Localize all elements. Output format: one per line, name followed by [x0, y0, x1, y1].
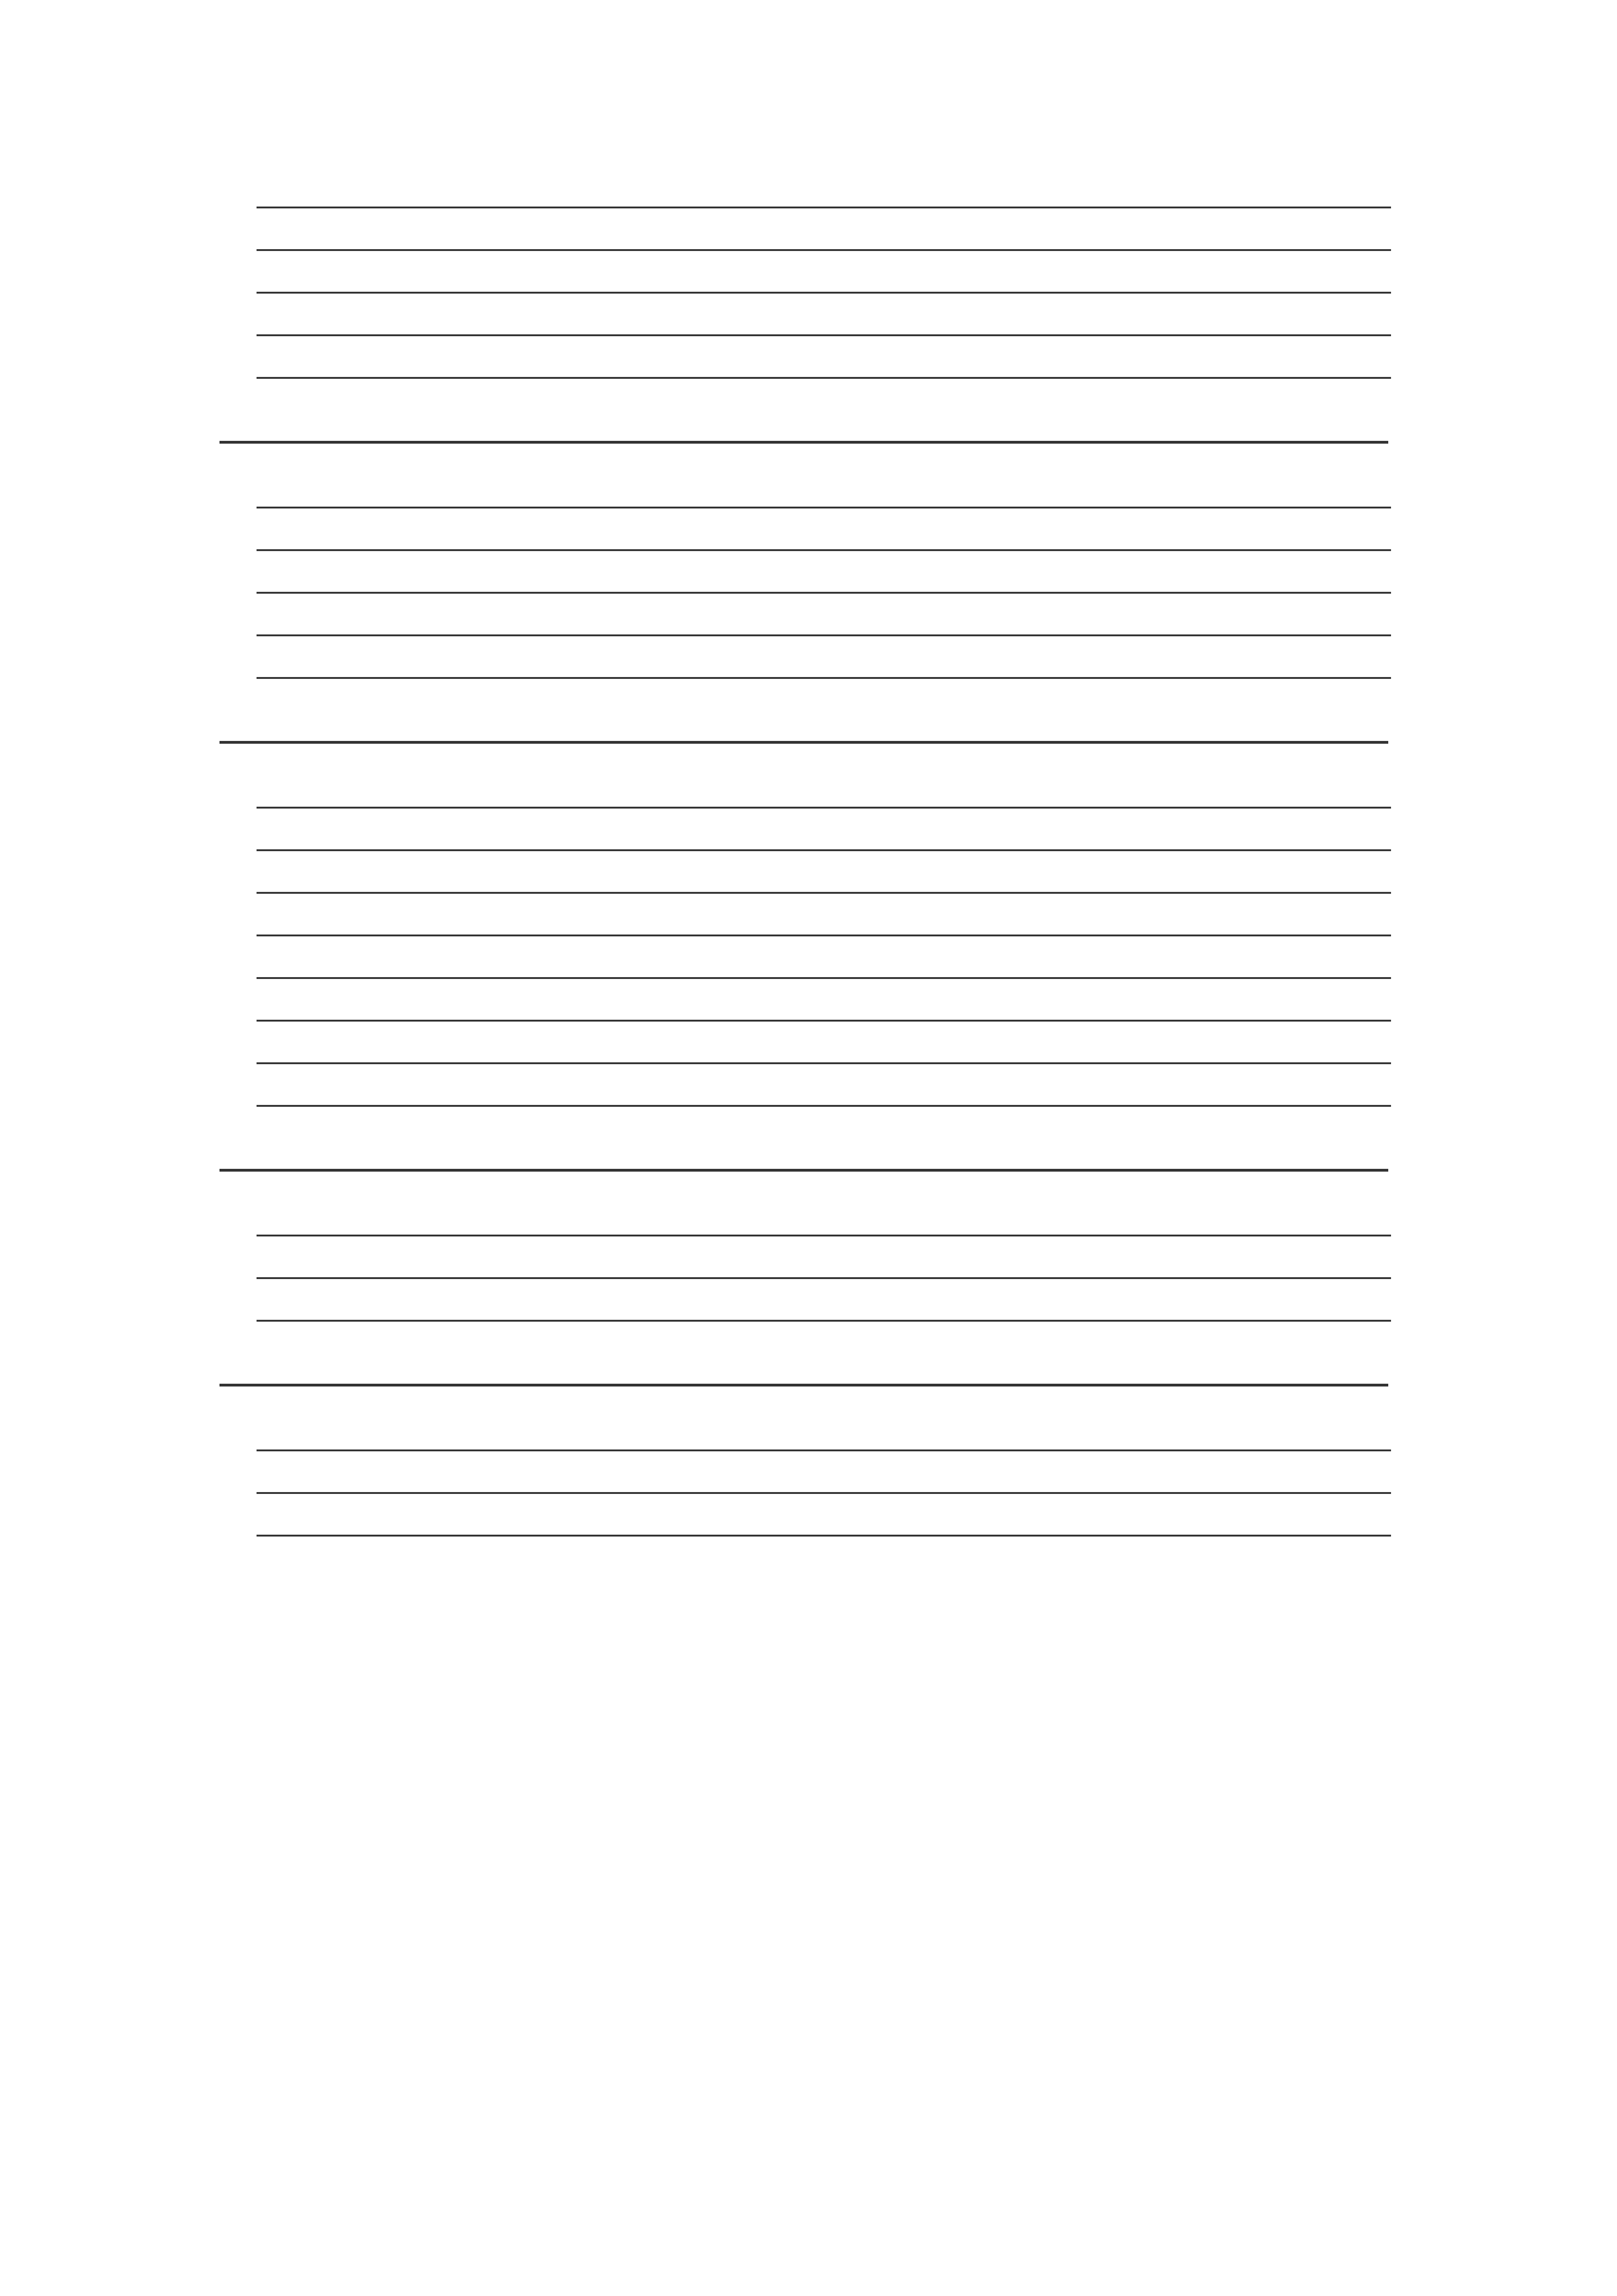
toc-chapter-heading[interactable]	[208, 402, 1398, 445]
toc-entry[interactable]	[208, 337, 1398, 380]
toc-leader-line	[219, 741, 1388, 744]
toc-chapter-entries	[208, 1410, 1398, 1580]
toc-leader-line	[257, 334, 1391, 336]
toc-leader-line	[257, 1277, 1391, 1279]
toc-leader-line	[257, 977, 1391, 979]
toc-entry[interactable]	[208, 552, 1398, 595]
toc-leader-line	[257, 1105, 1391, 1107]
toc-leader-line	[257, 377, 1391, 379]
toc-entry[interactable]	[208, 767, 1398, 809]
toc-leader-line	[219, 1384, 1388, 1386]
toc-entry[interactable]	[208, 895, 1398, 937]
toc-leader-line	[257, 634, 1391, 636]
toc-entry[interactable]	[208, 1537, 1398, 1580]
toc-entry[interactable]	[208, 167, 1398, 209]
toc-leader-line	[257, 849, 1391, 851]
toc-leader-line	[219, 441, 1388, 444]
toc-entry[interactable]	[208, 1023, 1398, 1065]
toc-leader-line	[257, 1320, 1391, 1322]
toc-chapter-heading[interactable]	[208, 1345, 1398, 1387]
toc-leader-line	[257, 207, 1391, 208]
toc-entry[interactable]	[208, 1065, 1398, 1108]
toc-entry[interactable]	[208, 1237, 1398, 1280]
toc-entry[interactable]	[208, 509, 1398, 552]
toc-chapter-heading[interactable]	[208, 1130, 1398, 1173]
toc-leader-line	[257, 292, 1391, 294]
toc-leader-line	[257, 1235, 1391, 1236]
toc-chapter-entries	[208, 467, 1398, 680]
toc-intro-group	[208, 167, 1398, 380]
toc-leader-line	[257, 1062, 1391, 1064]
toc-entry[interactable]	[208, 252, 1398, 295]
table-of-contents	[208, 167, 1398, 1580]
toc-entry[interactable]	[208, 1280, 1398, 1323]
toc-entry[interactable]	[208, 595, 1398, 637]
toc-entry[interactable]	[208, 467, 1398, 509]
toc-leader-line	[257, 507, 1391, 508]
toc-entry[interactable]	[208, 937, 1398, 980]
toc-leader-line	[257, 1492, 1391, 1494]
toc-leader-line	[257, 1449, 1391, 1451]
toc-entry[interactable]	[208, 852, 1398, 895]
toc-chapter-entries	[208, 767, 1398, 1108]
toc-entry[interactable]	[208, 209, 1398, 252]
toc-entry[interactable]	[208, 809, 1398, 852]
toc-leader-line	[257, 549, 1391, 551]
toc-entry[interactable]	[208, 295, 1398, 337]
toc-leader-line	[257, 677, 1391, 679]
toc-entry[interactable]	[208, 1410, 1398, 1452]
toc-leader-line	[257, 1535, 1391, 1537]
toc-chapter-heading[interactable]	[208, 702, 1398, 745]
toc-leader-line	[257, 592, 1391, 594]
toc-entry[interactable]	[208, 1195, 1398, 1237]
toc-entry[interactable]	[208, 980, 1398, 1023]
toc-entry[interactable]	[208, 637, 1398, 680]
toc-entry[interactable]	[208, 1452, 1398, 1495]
toc-leader-line	[257, 1020, 1391, 1022]
toc-leader-line	[257, 935, 1391, 936]
toc-leader-line	[257, 807, 1391, 809]
toc-chapter-entries	[208, 1195, 1398, 1323]
toc-leader-line	[257, 892, 1391, 894]
toc-leader-line	[257, 249, 1391, 251]
toc-entry[interactable]	[208, 1495, 1398, 1537]
toc-leader-line	[219, 1169, 1388, 1172]
